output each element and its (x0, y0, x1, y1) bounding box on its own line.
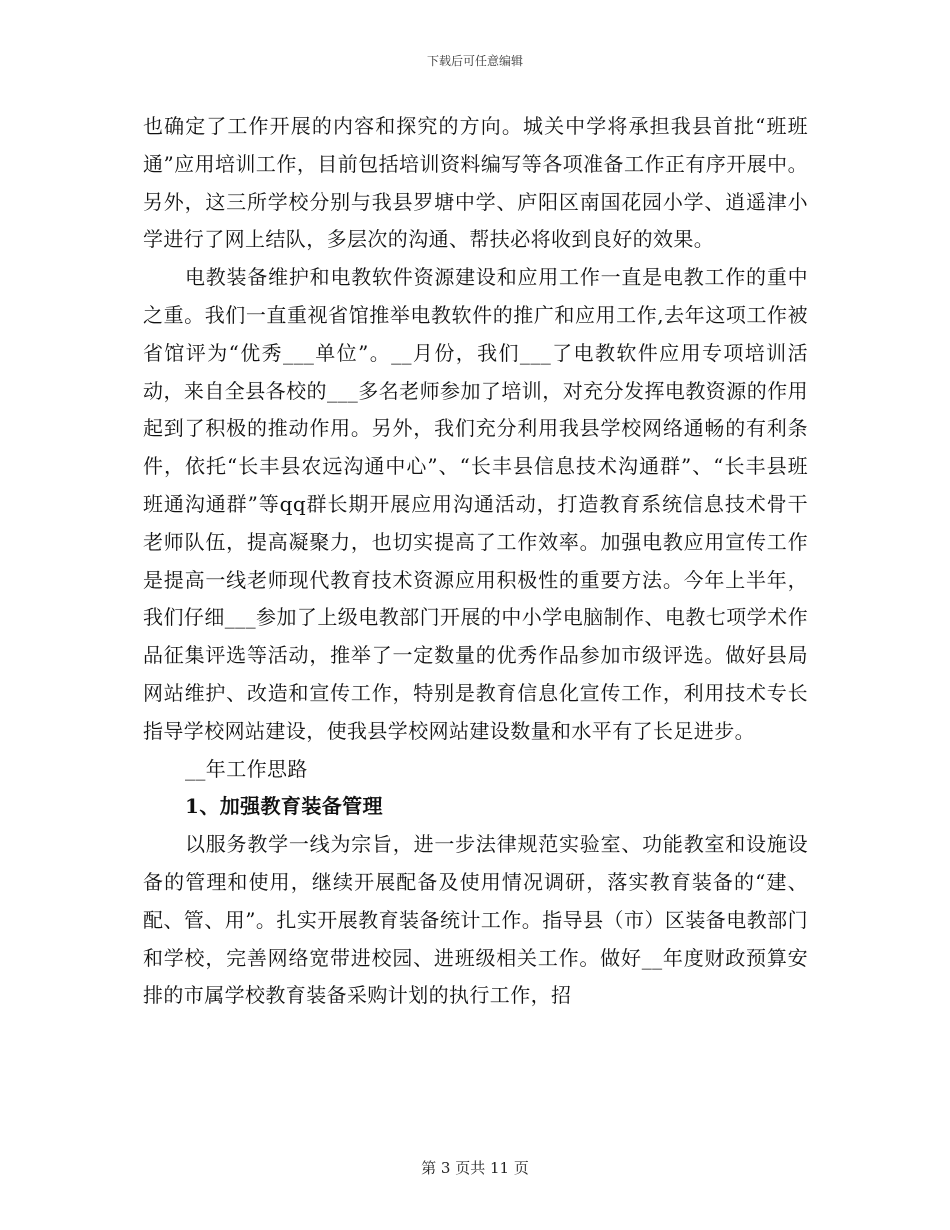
document-body (143, 108, 808, 1015)
paragraph-continuation: 也确定了工作开展的内容和探究的方向。城关中学将承担我县首批“班班通”应用培训工作，目前包括培训资料编写等各项准备工作正有序开展中。另外，这三所学校分别与我县罗塘中学、庐阳区南国花园小学、逍遥津小学进行了网上结队，多层次的沟通、帮扶必将收到良好的效果。 (143, 114, 808, 252)
page-header: 下载后可任意编辑 (426, 54, 523, 68)
section-title-work-plan: __年工作思路 (185, 756, 308, 781)
paragraph-equipment-management: 以服务教学一线为宗旨，进一步法律规范实验室、功能教室和设施设备的管理和使用，继续开展配备及使用情况调研，落实教育装备的“建、配、管、用”。扎实开展教育装备统计工作。指导县（市）区装备电教部门和学校，完善网络宽带进校园、进班级相关工作。做好__年度财政预算安排的市属学校教育装备采购计划的执行工作，招 (143, 832, 808, 1008)
page-footer: 第 3 页共 11 页 (421, 1159, 529, 1177)
section-heading-equipment-management: 1、加强教育装备管理 (185, 794, 383, 819)
paragraph-electronic-education: 电教装备维护和电教软件资源建设和应用工作一直是电教工作的重中之重。我们一直重视省馆推举电教软件的推广和应用工作,去年这项工作被省馆评为“优秀___单位”。__月份，我们___了电教软件应用专项培训活动，来自全县各校的___多名老师参加了培训，对充分发挥电教资源的作用起到了积极的推动作用。另外，我们充分利用我县学校网络通畅的有利条件，依托“长丰县农远沟通中心”、“长丰县信息技术沟通群”、“长丰县班班通沟通群”等qq群长期开展应用沟通活动，打造教育系统信息技术骨干老师队伍，提高凝聚力，也切实提高了工作效率。加强电教应用宣传工作是提高一线老师现代教育技术资源应用积极性的重要方法。今年上半年，我们仔细___参加了上级电教部门开展的中小学电脑制作、电教七项学术作品征集评选等活动，推举了一定数量的优秀作品参加市级评选。做好县局网站维护、改造和宣传工作，特别是教育信息化宣传工作，利用技术专长指导学校网站建设，使我县学校网站建设数量和水平有了长足进步。 (143, 265, 808, 743)
